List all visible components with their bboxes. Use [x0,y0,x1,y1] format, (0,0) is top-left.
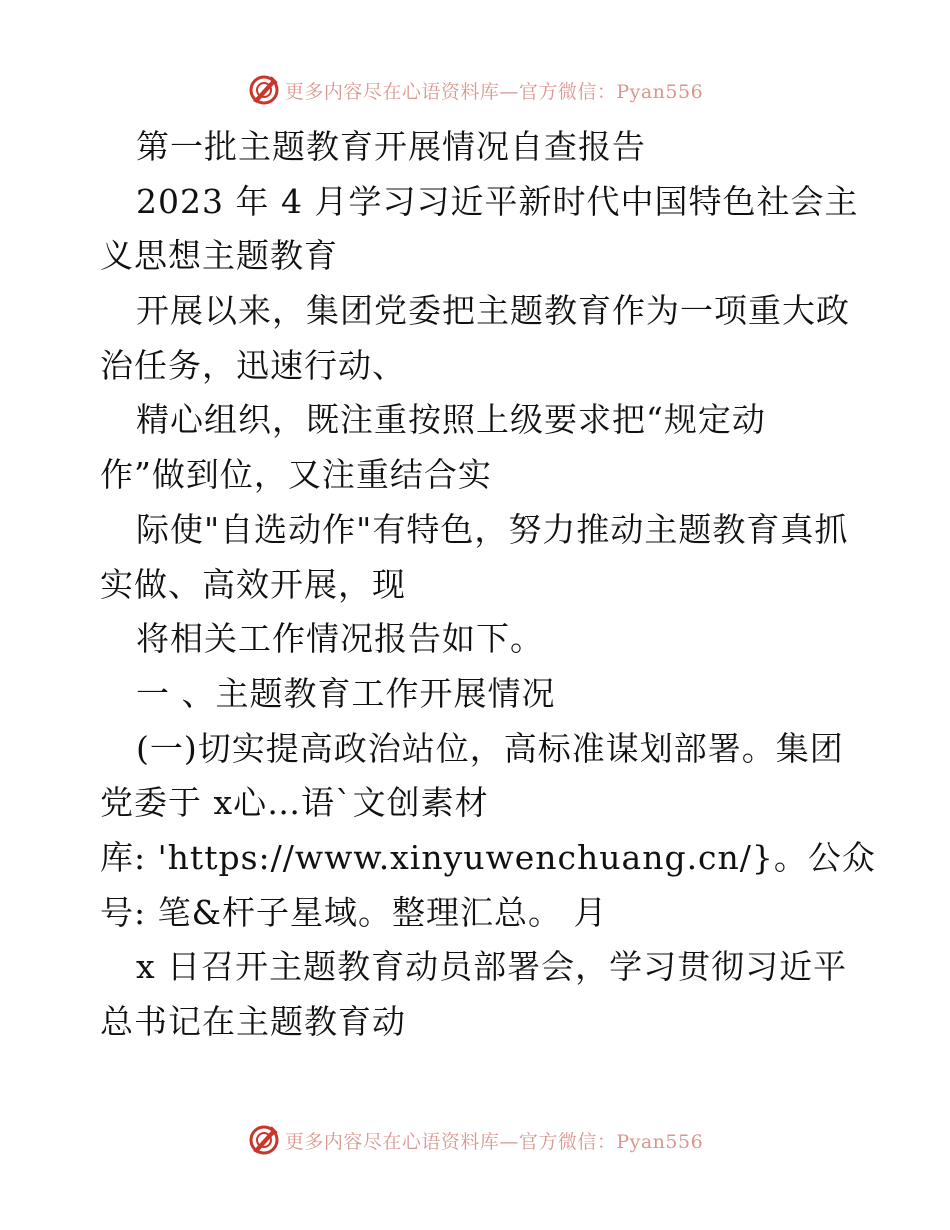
footer-watermark [0,1120,950,1160]
text-line: 党委于 x心…语`文创素材 [100,783,489,823]
text-line: 2023 年 4 月学习习近平新时代中国特色社会主 [136,181,859,221]
text-line: 一 、主题教育工作开展情况 [136,673,556,713]
text-line: 开展以来，集团党委把主题教育作为一项重大政 [136,291,850,331]
text-line: 际使"自选动作"有特色，努力推动主题教育真抓 [136,509,849,549]
text-line: 号: 笔&杆子星域。整理汇总。 月 [100,892,608,932]
text-line: 第一批主题教育开展情况自查报告 [136,127,646,166]
text-line: (一)切实提高政治站位，高标准谋划部署。集团 [136,728,844,768]
watermark-text: 更多内容尽在心语资料库—官方微信：Pyan556 [284,80,704,103]
text-line: 总书记在主题教育动 [100,1002,406,1041]
text-line: 精心组织，既注重按照上级要求把“规定动 [136,400,766,440]
watermark-text: 更多内容尽在心语资料库—官方微信：Pyan556 [284,1130,704,1153]
text-line: 治任务，迅速行动、 [100,345,406,385]
text-line: 实做、高效开展，现 [100,564,406,604]
document-body [100,120,876,1050]
header-watermark [0,70,950,110]
text-line: 作”做到位，又注重结合实 [100,455,492,495]
quill-seal-icon [247,73,281,107]
text-line: 库: 'https://www.xinyuwenchuang.cn/}。公众 [100,837,876,877]
text-line: 将相关工作情况报告如下。 [136,619,544,659]
quill-seal-icon [247,1123,281,1157]
text-line: x 日召开主题教育动员部署会，学习贯彻习近平 [136,947,848,987]
text-line: 义思想主题教育 [100,236,338,276]
